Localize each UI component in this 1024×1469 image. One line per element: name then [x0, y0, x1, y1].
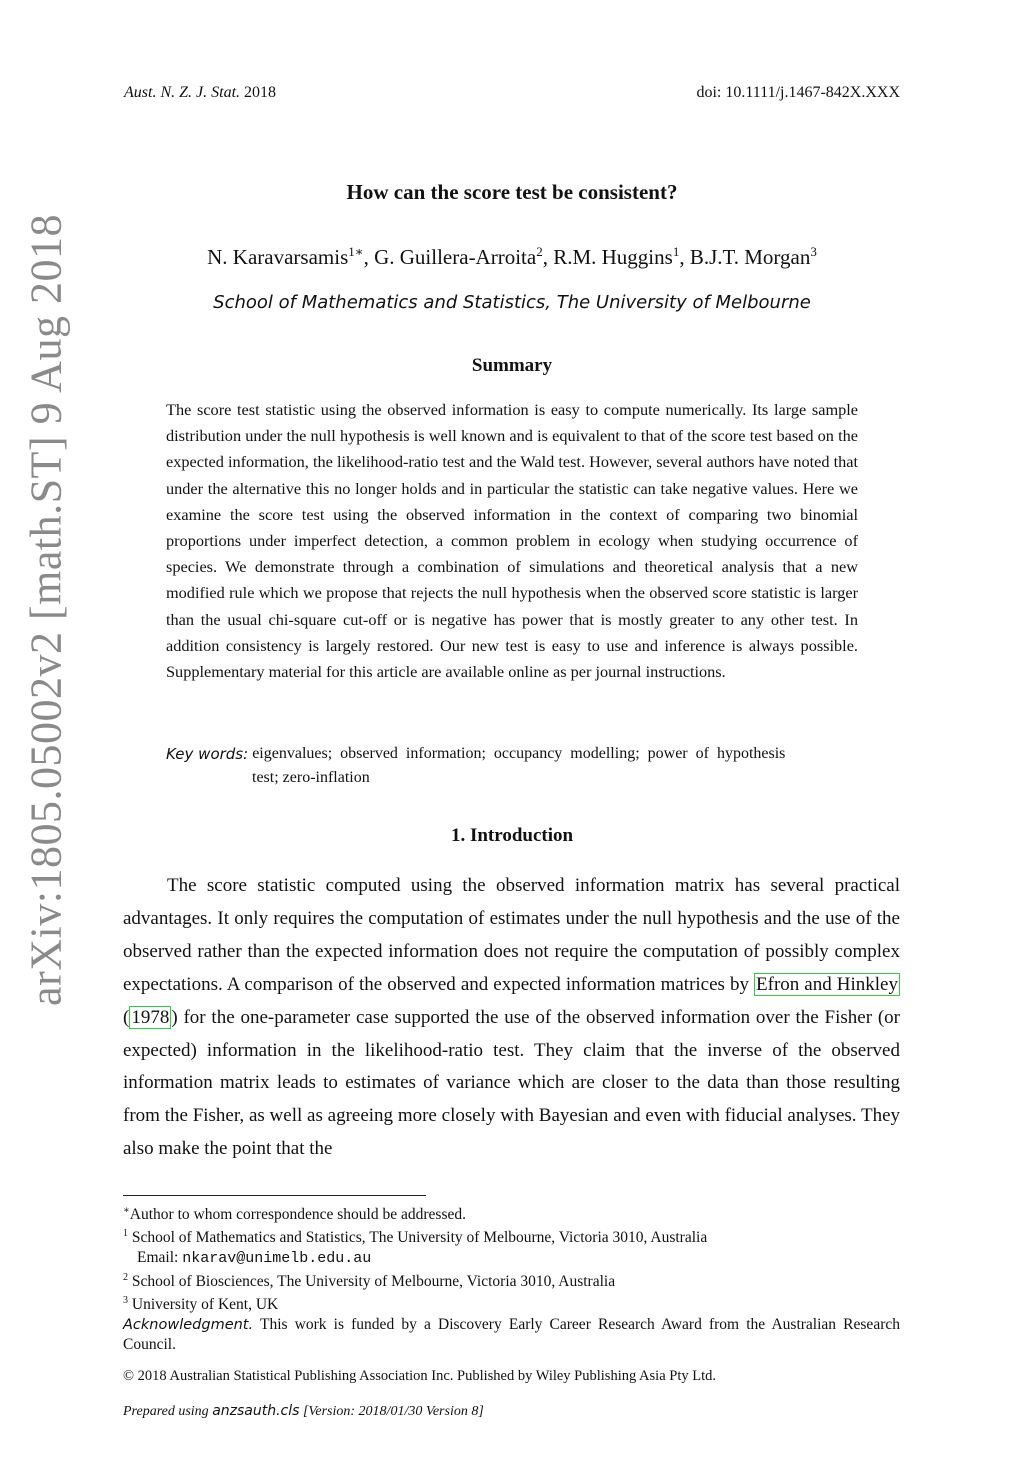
author-1-mark: 1∗ — [348, 244, 364, 259]
author-1: N. Karavarsamis — [207, 245, 349, 269]
author-2: , G. Guillera-Arroita — [363, 245, 537, 269]
author-3-mark: 1 — [672, 244, 680, 259]
footnotes — [123, 1201, 900, 1354]
running-header-journal — [124, 84, 276, 102]
journal-name: Aust. N. Z. J. Stat. — [124, 84, 241, 101]
footnote-rule — [123, 1195, 426, 1196]
arxiv-stamp — [0, 0, 90, 1469]
keywords-line-1: eigenvalues; observed information; occupancy modelling; power of hypothesis — [252, 745, 786, 762]
keywords-label: Key words: — [166, 745, 249, 763]
footnote-1-mark: 1 — [123, 1228, 128, 1240]
footnote-1-text: School of Mathematics and Statistics, The University of Melbourne, Victoria 3010, Australia — [128, 1229, 708, 1247]
copyright-notice: © 2018 Australian Statistical Publishing Association Inc. Published by Wiley Publishing Asia Pty Ltd. — [123, 1368, 716, 1384]
prepared-prefix: Prepared using — [123, 1404, 213, 1419]
author-3: , R.M. Huggins — [542, 245, 673, 269]
intro-part-2: for the one-parameter case supported the use of the observed information over the Fisher (or expected) information in the likelihood-ratio test. They claim that the inverse of the observed information matrix leads to estimates of variance which are closer to the data than those resulting from the Fisher, as well as agreeing more closely with Bayesian and even with fiducial analyses. They also make the point that the — [123, 1006, 900, 1160]
keywords-line-2: test; zero-inflation — [252, 769, 370, 786]
email-address: nkarav@unimelb.edu.au — [182, 1249, 372, 1267]
abstract-text: The score test statistic using the observed information is easy to compute numerically. Its large sample distribution under the null hypothesis is well known and is equivalent to that of the score test based on the expected information, the likelihood-ratio test and the Wald test. However, several authors have noted that under the alternative this no longer holds and in particular the statistic can take negative values. Here we examine the score test using the observed information in the context of comparing two binomial proportions under imperfect detection, a common problem in ecology when studying occurrence of species. We demonstrate through a combination of simulations and theoretical analysis that a new modified rule which we propose that rejects the null hypothesis when the observed score statistic is larger than the usual chi-square cut-off or is negative has power that is mostly greater to any other test. In addition consistency is largely restored. Our new test is easy to use and inference is always possible. Supplementary material for this article are available online as per journal instructions. — [166, 400, 858, 682]
footnote-2-text: School of Biosciences, The University of Melbourne, Victoria 3010, Australia — [128, 1273, 616, 1291]
paper-title: How can the score test be consistent? — [346, 180, 678, 204]
citation-link-authors[interactable]: Efron and Hinkley — [756, 973, 898, 995]
author-4: , B.J.T. Morgan — [679, 245, 811, 269]
intro-paragraph: The score statistic computed using the observed information matrix has several practical advantages. It only requires the computation of estimates under the null hypothesis and the use of the observed rather than the expected information does not require the computation of possibly complex expectations. A comparison of the observed and expected information matrices by Efron and Hinkley ( 1978 ) for the one-parameter case supported the use of the observed information over the Fisher (or expected) information in the likelihood-ratio test. They claim that the inverse of the observed information matrix leads to estimates of variance which are closer to the data than those resulting from the Fisher, as well as agreeing more closely with Bayesian and even with fiducial analyses. They also make the point that the — [123, 875, 900, 1160]
email-label: Email: — [137, 1248, 183, 1266]
journal-year: 2018 — [240, 84, 277, 101]
footnote-3-mark: 3 — [123, 1295, 128, 1307]
footnote-3-text: University of Kent, UK — [128, 1296, 279, 1314]
affiliation: School of Mathematics and Statistics, The University of Melbourne — [213, 292, 811, 313]
prepared-using — [123, 1403, 484, 1420]
section-heading: 1. Introduction — [450, 825, 574, 846]
keywords — [166, 742, 858, 790]
author-2-mark: 2 — [536, 244, 543, 259]
arxiv-stamp-text: arXiv:1805.05002v2 [math.ST] 9 Aug 2018 — [21, 214, 71, 1006]
footnote-star-text: Author to whom correspondence should be addressed. — [129, 1206, 466, 1224]
acknowledgment-text: This work is funded by a Discovery Early Career Research Award from the Australian Research Council. — [123, 1315, 900, 1353]
summary-heading: Summary — [471, 355, 553, 376]
footnote-star-mark: ∗ — [123, 1205, 130, 1216]
author-list — [0, 244, 1024, 270]
prepared-class-file: anzsauth.cls — [212, 1403, 300, 1419]
prepared-version: [Version: 2018/01/30 Version 8] — [299, 1404, 484, 1419]
author-4-mark: 3 — [810, 244, 817, 259]
running-header-doi: doi: 10.1111/j.1467-842X.XXX — [696, 84, 900, 101]
footnote-2-mark: 2 — [123, 1271, 128, 1283]
intro-part-1: The score statistic computed using the observed information matrix has several practical advantages. It only requires the computation of estimates under the null hypothesis and the use of the observed rather than the expected information does not require the computation of possibly complex expectations. A comparison of the observed and expected information matrices by — [123, 875, 900, 995]
acknowledgment-label: Acknowledgment. — [123, 1316, 254, 1333]
citation-link-year[interactable]: 1978 — [131, 1006, 170, 1028]
